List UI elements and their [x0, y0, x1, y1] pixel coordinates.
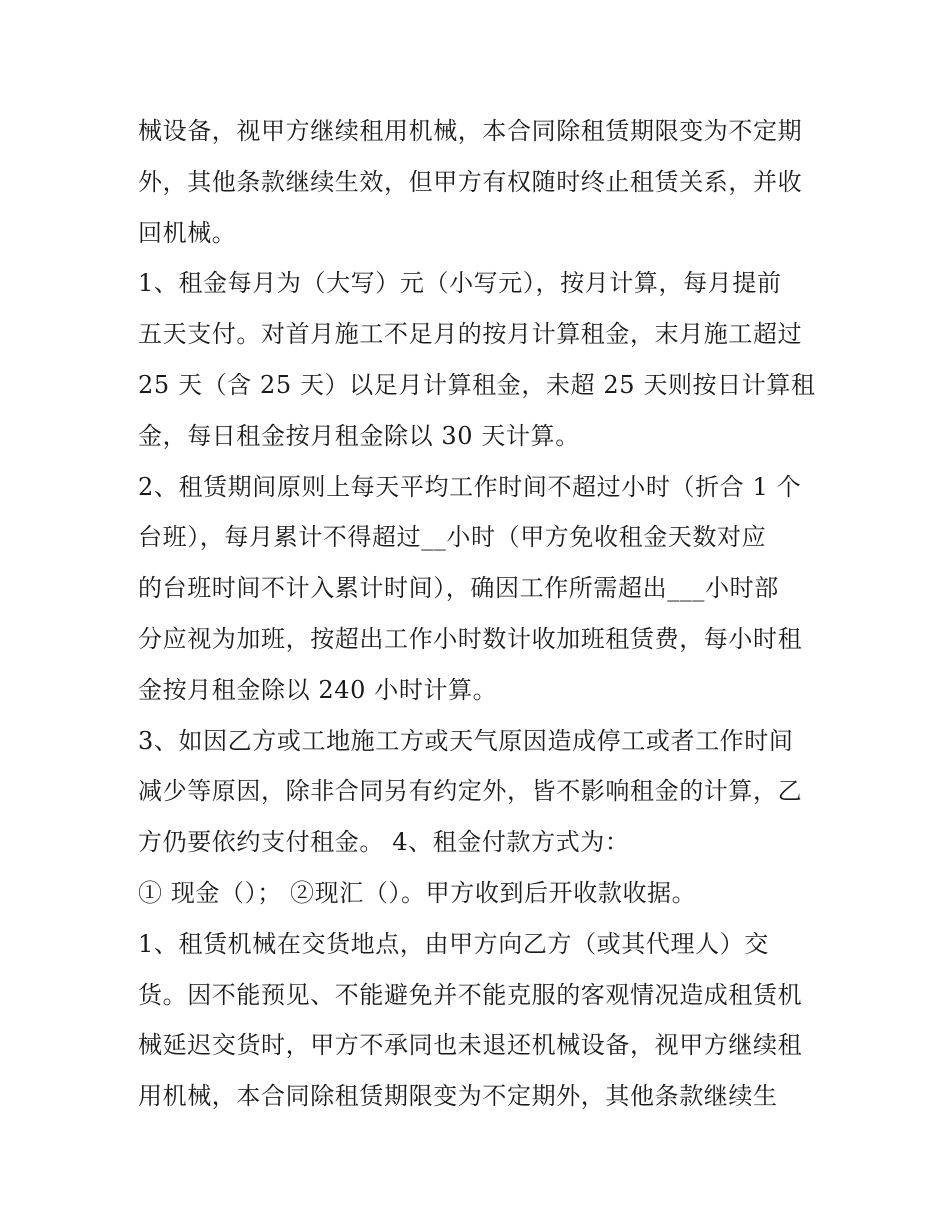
text-line: 金按月租金除以 240 小时计算。	[138, 675, 498, 704]
text-line: 的台班时间不计入累计时间），确因工作所需超出___小时部	[138, 574, 779, 603]
text-line: 外，其他条款继续生效，但甲方有权随时终止租赁关系，并收	[138, 167, 803, 196]
text-line: 2、租赁期间原则上每天平均工作时间不超过小时（折合 1 个	[138, 472, 802, 501]
text-line: 台班），每月累计不得超过__小时（甲方免收租金天数对应	[138, 523, 767, 552]
text-line: ① 现金（）； ②现汇（）。甲方收到后开收款收据。	[138, 878, 697, 907]
text-line: 分应视为加班，按超出工作小时数计收加班租赁费，每小时租	[138, 624, 803, 653]
text-line: 五天支付。对首月施工不足月的按月计算租金，末月施工超过	[138, 320, 803, 349]
text-line: 用机械，本合同除租赁期限变为不定期外，其他条款继续生	[138, 1082, 778, 1111]
text-line: 方仍要依约支付租金。 4、租金付款方式为：	[138, 828, 630, 857]
text-line: 1、租金每月为（大写）元（小写元），按月计算，每月提前	[138, 269, 782, 298]
text-line: 货。因不能预见、不能避免并不能克服的客观情况造成租赁机	[138, 980, 803, 1009]
text-line: 1、租赁机械在交货地点，由甲方向乙方（或其代理人）交	[138, 929, 769, 958]
text-line: 金，每日租金按月租金除以 30 天计算。	[138, 421, 580, 450]
text-line: 械延迟交货时，甲方不承同也未退还机械设备，视甲方继续租	[138, 1031, 803, 1060]
text-line: 械设备，视甲方继续租用机械，本合同除租赁期限变为不定期	[138, 117, 803, 145]
text-line: 减少等原因，除非合同另有约定外，皆不影响租金的计算，乙	[138, 777, 803, 806]
text-line: 25 天（含 25 天）以足月计算租金，未超 25 天则按日计算租	[138, 370, 816, 399]
text-line: 3、如因乙方或工地施工方或天气原因造成停工或者工作时间	[138, 726, 794, 755]
text-line: 回机械。	[138, 218, 237, 247]
document-body	[138, 106, 828, 1122]
